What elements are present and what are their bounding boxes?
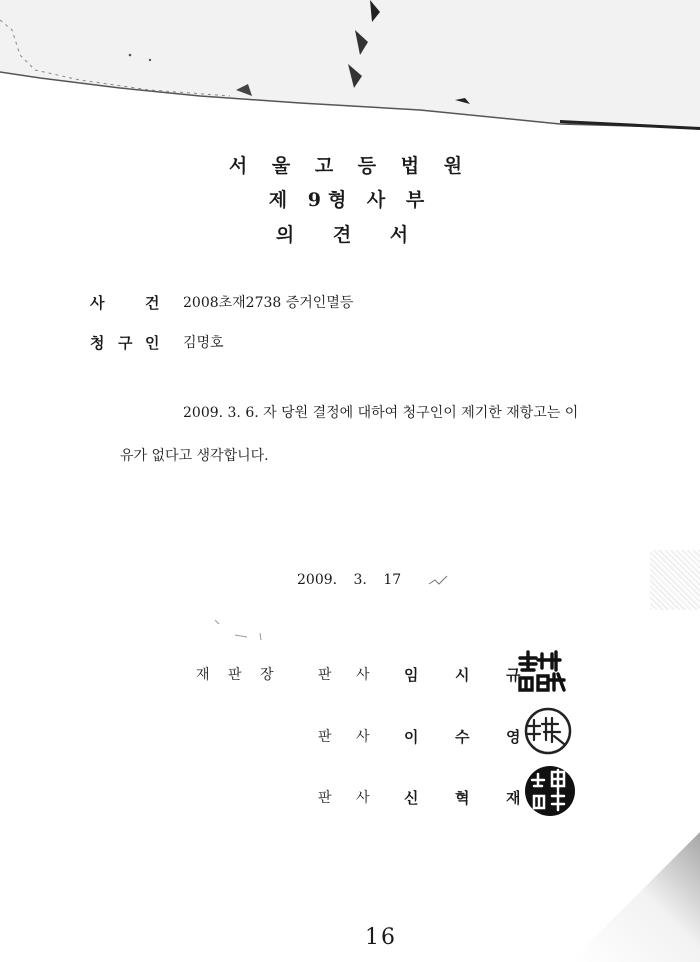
judge-name-3-char-3: 재 [506, 789, 521, 807]
judge-title-char-2: 사 [356, 729, 370, 745]
judge-name-3-char-1: 신 [404, 789, 419, 807]
petitioner-label-char-1: 청 [90, 334, 105, 352]
judge-name-3-char-2: 혁 [455, 789, 470, 807]
judge-name-1-char-2: 시 [455, 666, 470, 684]
document-type-title: 의 견 서 [275, 224, 425, 246]
judge-title-char-1: 판 [318, 790, 332, 806]
scan-noise-patch [650, 550, 700, 610]
court-title: 서 울 고 등 법 원 [228, 155, 472, 177]
judge-name-2-char-1: 이 [404, 728, 419, 746]
presiding-judge-label-char-1: 재 [196, 667, 210, 683]
presiding-judge-label-char-2: 판 [228, 667, 242, 683]
scan-corner-shadow [570, 832, 700, 962]
petitioner-label-char-3: 인 [145, 334, 160, 352]
judge-title-char-2: 사 [356, 667, 370, 683]
judge-seal-stamp-3 [514, 764, 580, 818]
judge-title-char-1: 판 [318, 729, 332, 745]
judge-seal-stamp-1 [514, 648, 574, 694]
judge-name-1-char-3: 규 [506, 666, 521, 684]
case-label-char-1: 사 [90, 294, 105, 312]
judge-seal-stamp-2 [514, 706, 578, 756]
document-date: 2009. 3. 17 [297, 572, 402, 588]
page-number: 16 [365, 925, 397, 950]
scan-top-edge-artifact [0, 0, 700, 135]
case-label-char-2: 건 [145, 294, 160, 312]
judge-title-char-2: 사 [356, 790, 370, 806]
opinion-text-line-2: 유가 없다고 생각합니다. [120, 448, 269, 464]
scan-smudge-artifact [205, 615, 275, 645]
opinion-text-line-1: 2009. 3. 6. 자 당원 결정에 대하여 청구인이 제기한 재항고는 이 [183, 405, 579, 421]
department-title: 제 9형 사 부 [268, 189, 432, 211]
judge-name-1-char-1: 임 [404, 666, 419, 684]
judge-title-char-1: 판 [318, 667, 332, 683]
case-number-value: 2008초재2738 증거인멸등 [183, 295, 354, 311]
presiding-judge-label-char-3: 장 [260, 667, 274, 683]
petitioner-name-value: 김명호 [183, 335, 224, 351]
scan-mark-artifact [425, 572, 455, 592]
petitioner-label-char-2: 구 [118, 334, 133, 352]
judge-name-2-char-2: 수 [455, 728, 470, 746]
judge-name-2-char-3: 영 [506, 728, 521, 746]
